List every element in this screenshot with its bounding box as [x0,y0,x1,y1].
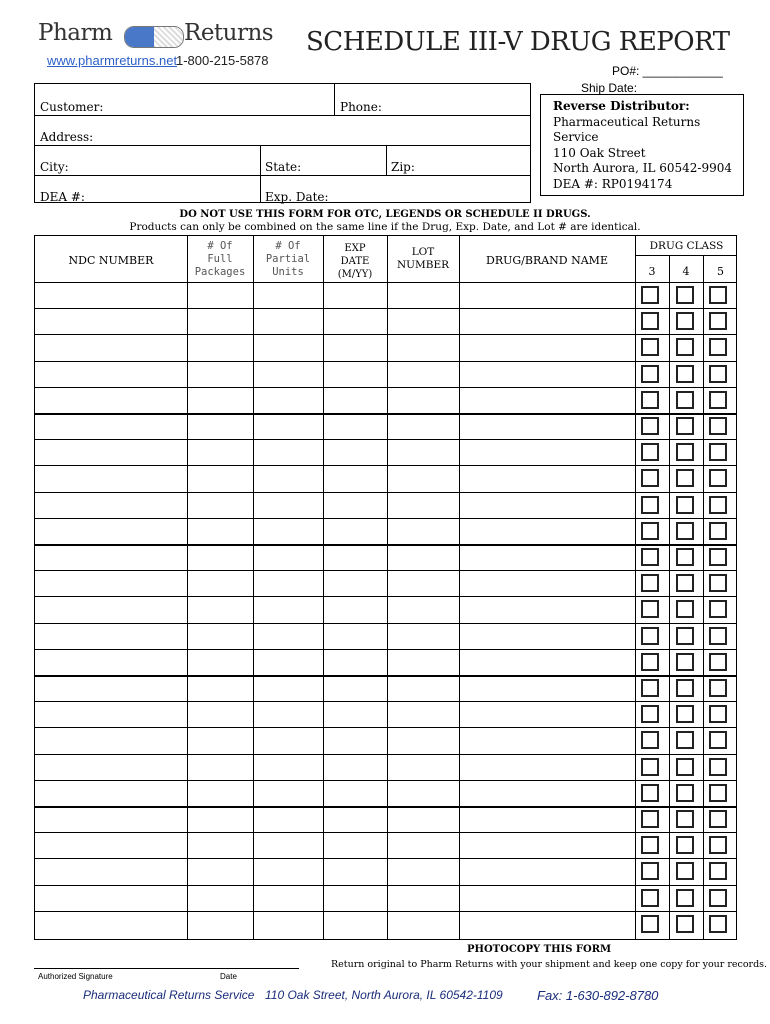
class-4-checkbox[interactable] [676,496,694,514]
class-4-checkbox[interactable] [676,548,694,566]
class-4-checkbox[interactable] [676,600,694,618]
table-row[interactable] [35,780,635,806]
logo-returns-text: Returns [184,20,274,46]
reverse-distributor-box [540,94,744,196]
class-4-checkbox[interactable] [676,574,694,592]
table-row[interactable] [35,518,635,544]
class-4-checkbox[interactable] [676,731,694,749]
customer-field[interactable]: Customer: [40,100,104,114]
table-row[interactable] [35,806,635,832]
zip-field[interactable]: Zip: [391,160,415,174]
table-row[interactable] [35,623,635,649]
table-row[interactable] [35,492,635,518]
footer-address: 110 Oak Street, North Aurora, IL 60542-1109 [265,988,503,1002]
table-row[interactable] [35,413,635,439]
class-5-checkbox[interactable] [709,758,727,776]
class-4-checkbox[interactable] [676,443,694,461]
table-row[interactable] [35,465,635,491]
distributor-heading: Reverse Distributor: [553,99,690,113]
class-5-checkbox[interactable] [709,653,727,671]
class-4-checkbox[interactable] [676,810,694,828]
return-instructions: Return original to Pharm Returns with your shipment and keep one copy for your records. [331,959,768,970]
class-3-checkbox[interactable] [641,574,659,592]
class-3-checkbox[interactable] [641,286,659,304]
table-row[interactable] [35,858,635,884]
class-4-checkbox[interactable] [676,365,694,383]
table-row[interactable] [35,334,635,360]
class-5-checkbox[interactable] [709,679,727,697]
table-row[interactable] [35,282,635,308]
footer-company: Pharmaceutical Returns Service [83,988,255,1002]
class-3-checkbox[interactable] [641,915,659,933]
table-row[interactable] [35,832,635,858]
ship-date-field[interactable]: Ship Date: [581,81,638,95]
class-3-checkbox[interactable] [641,600,659,618]
class-5-checkbox[interactable] [709,312,727,330]
class-5-checkbox[interactable] [709,889,727,907]
class-5-checkbox[interactable] [709,443,727,461]
toll-free-phone: 1-800-215-5878 [176,53,269,68]
class-3-checkbox[interactable] [641,758,659,776]
class-3-checkbox[interactable] [641,365,659,383]
table-row[interactable] [35,596,635,622]
dea-field[interactable]: DEA #: [40,190,85,204]
po-number-field[interactable]: PO#: ____________ [612,64,723,78]
exp-date-header: EXP DATE (M/YY) [337,243,373,280]
distributor-dea: DEA #: RP0194174 [553,176,673,191]
ndc-header: NDC NUMBER [68,254,154,267]
exp-date-field[interactable]: Exp. Date: [265,190,329,204]
class-3-checkbox[interactable] [641,679,659,697]
table-row[interactable] [35,649,635,675]
signature-label: Authorized Signature [38,972,113,981]
table-row[interactable] [35,439,635,465]
class-5-checkbox[interactable] [709,810,727,828]
lot-number-header: LOT NUMBER [396,246,450,271]
class-4-checkbox[interactable] [676,417,694,435]
class-4-checkbox[interactable] [676,862,694,880]
class-4-checkbox[interactable] [676,286,694,304]
full-packages-header: # Of Full Packages [194,240,246,278]
class-4-checkbox[interactable] [676,915,694,933]
class-4-checkbox[interactable] [676,653,694,671]
footer-fax: Fax: 1-630-892-8780 [537,988,659,1003]
class-5-checkbox[interactable] [709,548,727,566]
class-4-header: 4 [682,265,690,278]
class-5-checkbox[interactable] [709,915,727,933]
address-field[interactable]: Address: [40,130,94,144]
drug-class-header: DRUG CLASS [649,240,724,252]
class-4-checkbox[interactable] [676,391,694,409]
class-3-checkbox[interactable] [641,338,659,356]
table-row[interactable] [35,544,635,570]
drug-table [34,235,737,940]
class-4-checkbox[interactable] [676,522,694,540]
class-4-checkbox[interactable] [676,338,694,356]
distributor-name: Pharmaceutical Returns Service [553,114,701,144]
class-3-checkbox[interactable] [641,312,659,330]
class-3-checkbox[interactable] [641,548,659,566]
class-5-checkbox[interactable] [709,391,727,409]
customer-info-box [34,83,531,203]
table-row[interactable] [35,701,635,727]
class-5-checkbox[interactable] [709,836,727,854]
class-3-checkbox[interactable] [641,653,659,671]
table-row[interactable] [35,727,635,753]
class-3-checkbox[interactable] [641,731,659,749]
table-row[interactable] [35,387,635,413]
class-5-checkbox[interactable] [709,862,727,880]
table-row[interactable] [35,675,635,701]
pill-logo-icon [124,26,184,48]
class-3-checkbox[interactable] [641,627,659,645]
table-row[interactable] [35,308,635,334]
table-row[interactable] [35,361,635,387]
class-4-checkbox[interactable] [676,836,694,854]
class-4-checkbox[interactable] [676,705,694,723]
class-3-checkbox[interactable] [641,469,659,487]
class-3-checkbox[interactable] [641,705,659,723]
class-3-checkbox[interactable] [641,417,659,435]
class-4-checkbox[interactable] [676,784,694,802]
warning-notice: DO NOT USE THIS FORM FOR OTC, LEGENDS OR SCHEDULE II DRUGS. [179,209,591,220]
class-5-checkbox[interactable] [709,496,727,514]
class-5-checkbox[interactable] [709,574,727,592]
class-5-header: 5 [717,265,724,278]
city-field[interactable]: City: [40,160,69,174]
class-3-checkbox[interactable] [641,862,659,880]
class-5-checkbox[interactable] [709,469,727,487]
table-row[interactable] [35,885,635,911]
drug-brand-header: DRUG/BRAND NAME [486,254,608,267]
photocopy-notice: PHOTOCOPY THIS FORM [467,944,612,955]
class-4-checkbox[interactable] [676,758,694,776]
class-5-checkbox[interactable] [709,522,727,540]
class-4-checkbox[interactable] [676,889,694,907]
class-3-checkbox[interactable] [641,889,659,907]
class-3-checkbox[interactable] [641,784,659,802]
class-5-checkbox[interactable] [709,705,727,723]
table-row[interactable] [35,754,635,780]
website-link[interactable]: www.pharmreturns.net [47,53,178,68]
class-5-checkbox[interactable] [709,417,727,435]
class-3-checkbox[interactable] [641,810,659,828]
class-5-checkbox[interactable] [709,365,727,383]
distributor-street: 110 Oak Street [553,145,646,160]
class-5-checkbox[interactable] [709,731,727,749]
class-3-checkbox[interactable] [641,496,659,514]
class-4-checkbox[interactable] [676,469,694,487]
signature-date-label: Date [220,972,237,981]
partial-units-header: # Of Partial Units [265,240,311,278]
table-row[interactable] [35,911,635,937]
class-3-checkbox[interactable] [641,522,659,540]
class-3-checkbox[interactable] [641,391,659,409]
logo-pharm-text: Pharm [38,20,113,46]
class-5-checkbox[interactable] [709,600,727,618]
page-title: SCHEDULE III-V DRUG REPORT [306,27,730,57]
class-5-checkbox[interactable] [709,784,727,802]
class-3-checkbox[interactable] [641,443,659,461]
combine-notice: Products can only be combined on the same line if the Drug, Exp. Date, and Lot # are identical. [129,221,641,233]
class-5-checkbox[interactable] [709,627,727,645]
class-4-checkbox[interactable] [676,627,694,645]
signature-line[interactable] [34,968,299,969]
class-5-checkbox[interactable] [709,286,727,304]
table-row[interactable] [35,570,635,596]
class-5-checkbox[interactable] [709,338,727,356]
distributor-city: North Aurora, IL 60542-9904 [553,161,732,175]
class-3-checkbox[interactable] [641,836,659,854]
class-4-checkbox[interactable] [676,312,694,330]
class-4-checkbox[interactable] [676,679,694,697]
class-3-header: 3 [648,265,656,278]
phone-field[interactable]: Phone: [340,100,382,114]
state-field[interactable]: State: [265,160,302,174]
